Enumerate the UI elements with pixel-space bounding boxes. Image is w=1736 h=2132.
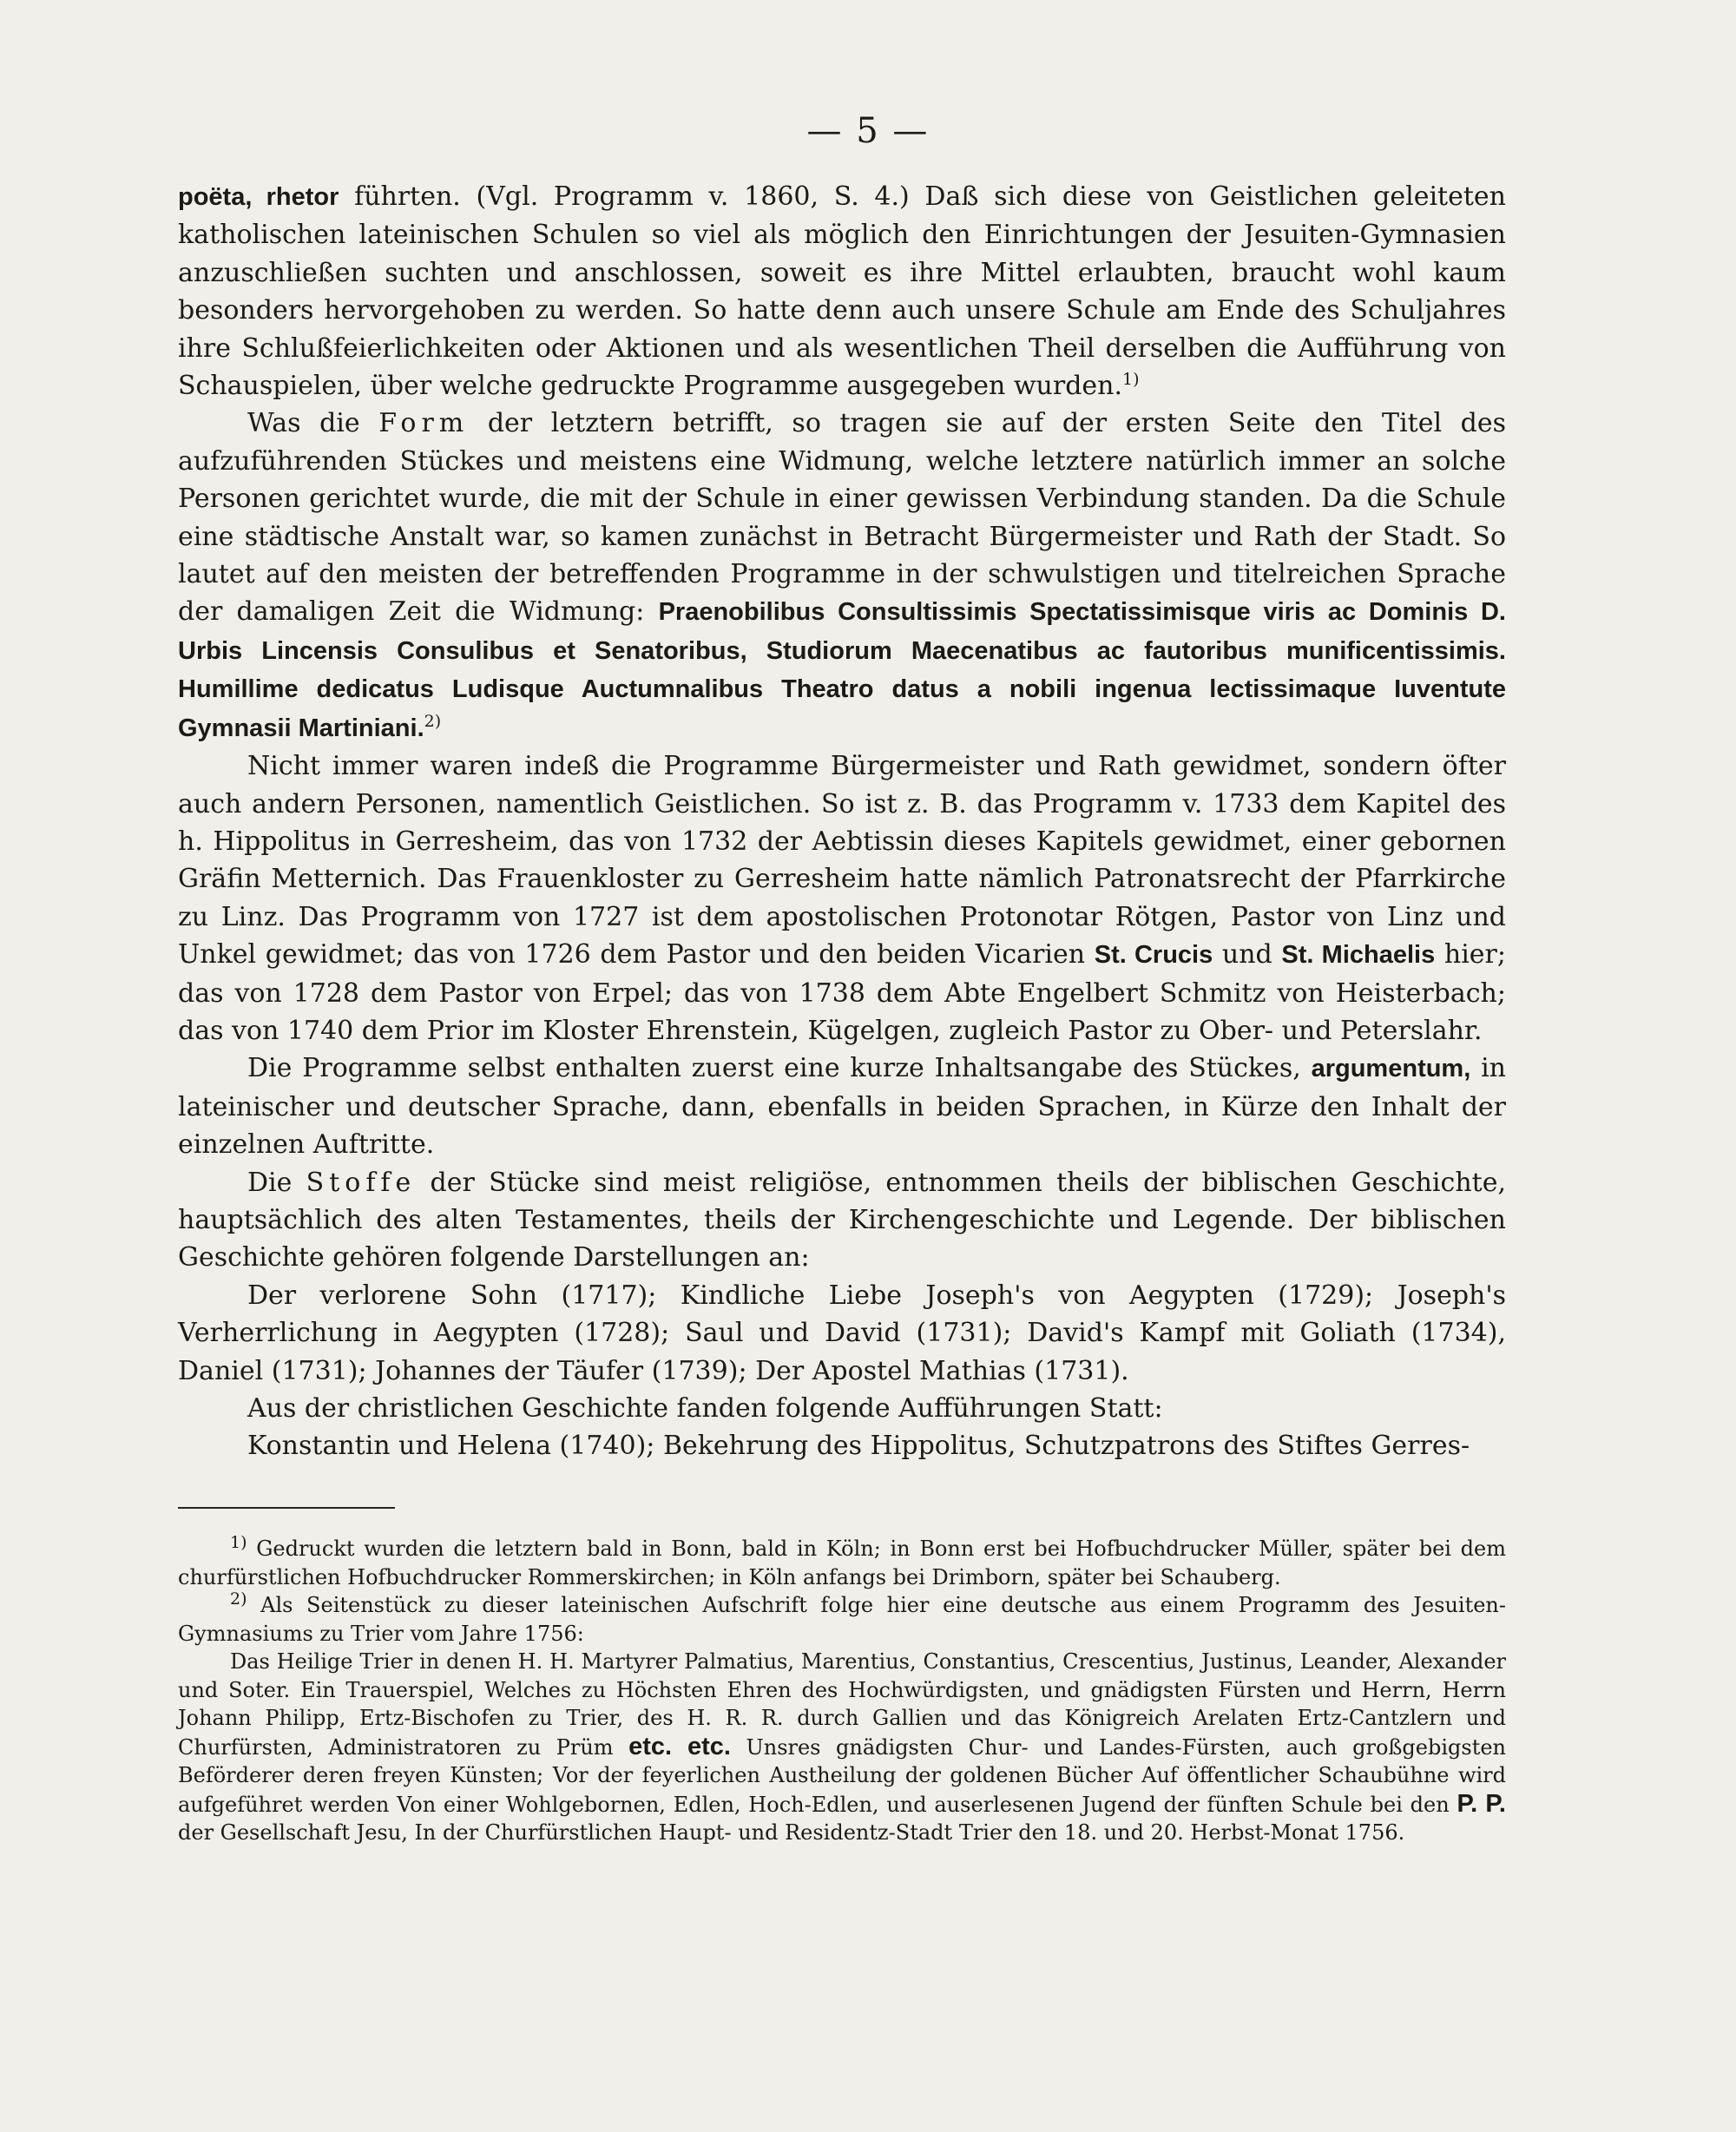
- footnote-ref: 1): [1122, 370, 1140, 390]
- paragraph-text: Aus der christlichen Geschichte fanden folgende Aufführungen Statt:: [247, 1393, 1163, 1424]
- paragraph-text: und: [1213, 939, 1282, 971]
- paragraph-text: der letztern betrifft, so tragen sie auf der ersten Seite den Titel des aufzuführenden Stückes und meistens eine Widmung, welche letztere natürlich immer an solche Personen gerichtet wurde, die mit der Schule in einer gewissen Verbindung standen. Da die Schule eine städtische Anstalt war, so kamen zunächst in Betracht Bürgermeister und Rath der Stadt. So lautet auf den meisten der betreffenden Programme in der schwulstigen und titelreichen Sprache der damaligen Zeit die Widmung:: [178, 408, 1506, 628]
- footnote-text: Als Seitenstück zu dieser lateinischen Aufschrift folge hier eine deutsche aus einem Programm des Jesuiten-Gymnasiums zu Trier vom Jahre 1756:: [178, 1593, 1506, 1646]
- footnotes: [178, 1535, 1506, 1847]
- footnote-mark: 1): [230, 1533, 247, 1552]
- footnote-1: [178, 1535, 1506, 1591]
- paragraph-5: [178, 1164, 1506, 1277]
- latin-phrase: poëta, rhetor: [178, 183, 339, 211]
- paragraph-text: Der verlorene Sohn (1717); Kindliche Liebe Joseph's von Aegypten (1729); Joseph's Verherrlichung in Aegypten (1728); Saul und David (1731); David's Kampf mit Goliath (1734), Daniel (1731); Johannes der Täufer (1739); Der Apostel Mathias (1731).: [178, 1280, 1506, 1386]
- latin-phrase: St. Crucis: [1094, 941, 1213, 970]
- paragraph-text: Was die: [247, 408, 379, 439]
- latin-dedication: Praenobilibus Consultissimis Spectatissimisque viris ac Dominis D. Urbis Lincensis Consulibus et Senatoribus, Studiorum Maecenatibus ac fautoribus munificentissimis. Humillime dedicatus Ludisque Auctumnalibus Theatro datus a nobili ingenua lectissimaque Iuventute Gymnasii Martiniani.: [178, 598, 1506, 742]
- paragraph-4: [178, 1050, 1506, 1163]
- paragraph-text: der Stücke sind meist religiöse, entnommen theils der biblischen Geschichte, hauptsächlich des alten Testamentes, theils der Kirchengeschichte und Legende. Der biblischen Geschichte gehören folgende Darstellungen an:: [178, 1167, 1506, 1273]
- latin-phrase: argumentum,: [1311, 1055, 1471, 1083]
- main-text: [178, 178, 1506, 1465]
- footnote-2-quote: [178, 1648, 1506, 1847]
- footnote-text: Gedruckt wurden die letztern bald in Bonn, bald in Köln; in Bonn erst bei Hofbuchdrucker Müller, später bei dem churfürstlichen Hofbuchdrucker Rommerskirchen; in Köln anfangs bei Drimborn, später bei Schauberg.: [178, 1536, 1506, 1589]
- paragraph-text: führten. (Vgl. Programm v. 1860, S. 4.) Daß sich diese von Geistlichen geleiteten katholischen lateinischen Schulen so viel als möglich den Einrichtungen der Jesuiten-Gymnasien anzuschließen suchten und anschlossen, soweit es ihre Mittel erlaubten, braucht wohl kaum besonders hervorgehoben zu werden. So hatte denn auch unsere Schule am Ende des Schuljahres ihre Schlußfeierlichkeiten oder Aktionen und als wesentlichen Theil derselben die Aufführung von Schauspielen, über welche gedruckte Programme ausgegeben wurden.: [178, 181, 1506, 402]
- paragraph-2: [178, 405, 1506, 747]
- paragraph-6: [178, 1277, 1506, 1390]
- paragraph-7: [178, 1390, 1506, 1427]
- footnote-mark: 2): [230, 1589, 247, 1609]
- latin-phrase: P. P.: [1457, 1789, 1506, 1818]
- footnote-text: Das Heilige Trier in denen H. H. Martyrer Palmatius, Marentius, Constantius, Crescentius, Justinus, Leander, Alexander und Soter. Ein Trauerspiel, Welches zu Höchsten Ehren des Hochwürdigsten, und gnädigsten Fürsten und Herrn, Herrn Johann Philipp, Ertz-Bischofen zu Trier, des H. R. R. durch Gallien und das Königreich Arelaten Ertz-Cantzlern und Churfürsten, Administratoren zu Prüm: [178, 1649, 1506, 1760]
- paragraph-text: in lateinischer und deutscher Sprache, dann, ebenfalls in beiden Sprachen, in Kürze den Inhalt der einzelnen Auftritte.: [178, 1053, 1506, 1161]
- footnote-divider: [178, 1507, 395, 1509]
- footnote-2: [178, 1591, 1506, 1648]
- footnote-text: Unsres gnädigsten Chur- und Landes-Fürsten, auch großgebigsten Beförderer deren freyen Künsten; Vor der feyerlichen Austheilung der goldenen Bücher Auf öffentlicher Schaubühne wird aufgeführet werden Von einer Wohlgebornen, Edlen, Hoch-Edlen, und auserlesenen Jugend der fünften Schule bei den: [178, 1734, 1507, 1817]
- page-number: — 5 —: [806, 111, 930, 151]
- paragraph-text: hier; das von 1728 dem Pastor von Erpel; das von 1738 dem Abte Engelbert Schmitz von Heisterbach; das von 1740 dem Prior im Kloster Ehrenstein, Kügelgen, zugleich Pastor zu Ober- und Peterslahr.: [178, 939, 1506, 1046]
- paragraph-8: [178, 1427, 1506, 1464]
- latin-phrase: St. Michaelis: [1281, 941, 1436, 970]
- paragraph-text: Die: [247, 1167, 306, 1198]
- paragraph-text: Nicht immer waren indeß die Programme Bürgermeister und Rath gewidmet, sondern öfter auch andern Personen, namentlich Geistlichen. So ist z. B. das Programm v. 1733 dem Kapitel des h. Hippolitus in Gerresheim, das von 1732 der Aebtissin dieses Kapitels gewidmet, einer gebornen Gräfin Metternich. Das Frauenkloster zu Gerresheim hatte nämlich Patronatsrecht der Pfarrkirche zu Linz. Das Programm von 1727 ist dem apostolischen Protonotar Rötgen, Pastor von Linz und Unkel gewidmet; das von 1726 dem Pastor und den beiden Vicarien: [178, 751, 1506, 971]
- footnote-ref: 2): [424, 711, 442, 731]
- emphasized-word: Stoffe: [306, 1167, 417, 1198]
- paragraph-text: Die Programme selbst enthalten zuerst eine kurze Inhaltsangabe des Stückes,: [247, 1053, 1312, 1084]
- paragraph-1: [178, 178, 1506, 405]
- paragraph-text: Konstantin und Helena (1740); Bekehrung des Hippolitus, Schutzpatrons des Stiftes Gerres-: [247, 1431, 1470, 1462]
- footnote-text: der Gesellschaft Jesu, In der Churfürstlichen Haupt- und Residentz-Stadt Trier den 18. und 20. Herbst-Monat 1756.: [178, 1820, 1405, 1845]
- emphasized-word: Form: [378, 408, 470, 439]
- paragraph-3: [178, 747, 1506, 1050]
- latin-phrase: etc. etc.: [628, 1732, 731, 1760]
